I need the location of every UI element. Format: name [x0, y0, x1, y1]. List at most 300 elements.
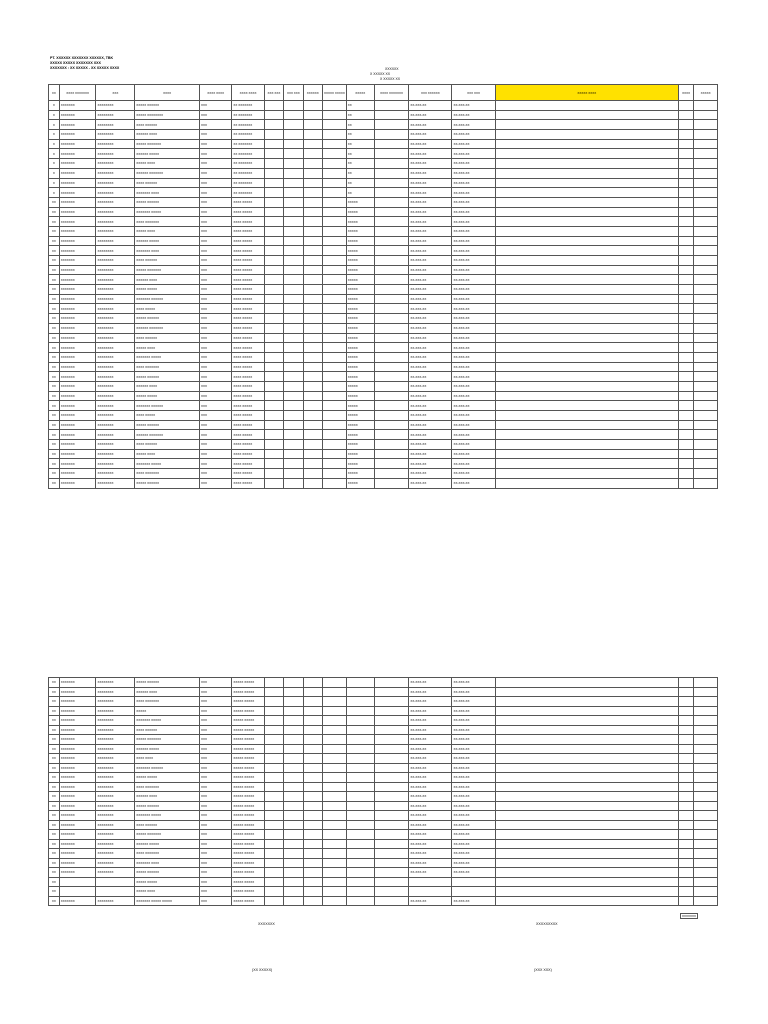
- row-code: XXX: [200, 459, 232, 469]
- row-city: XXXXXXX: [59, 197, 96, 207]
- row-col10: [323, 314, 347, 324]
- row-total: [679, 725, 694, 735]
- table-row: [49, 294, 718, 304]
- row-col12: [374, 401, 409, 411]
- row-col10: [323, 782, 347, 792]
- row-extra: [694, 459, 718, 469]
- row-total: [679, 178, 694, 188]
- row-col8: [284, 782, 303, 792]
- row-extra: [694, 887, 718, 897]
- row-extra: [694, 178, 718, 188]
- row-date-out: XX-XXX-XX: [452, 820, 495, 830]
- table-row: [49, 459, 718, 469]
- row-date-in: XX-XXX-XX: [409, 839, 452, 849]
- row-total: [679, 149, 694, 159]
- row-store: XX XXXXXXX: [232, 110, 264, 120]
- row-date-in: XX-XXX-XX: [409, 763, 452, 773]
- row-number: XX: [49, 811, 60, 821]
- row-name: XXXXX XXXXXXX: [135, 265, 200, 275]
- row-city: XXXXXXX: [59, 678, 96, 688]
- row-date-in: XX-XXX-XX: [409, 678, 452, 688]
- table-row: [49, 735, 718, 745]
- row-date-in: XX-XXX-XX: [409, 236, 452, 246]
- row-store: XXXXX XXXXX: [232, 811, 264, 821]
- row-col10: [323, 678, 347, 688]
- row-store: XXXX XXXXX: [232, 217, 264, 227]
- row-code: XXX: [200, 101, 232, 111]
- row-nik: XXXXXXXX: [96, 706, 135, 716]
- row-number: XX: [49, 469, 60, 479]
- row-col8: [284, 449, 303, 459]
- row-number: XX: [49, 314, 60, 324]
- row-number: XX: [49, 830, 60, 840]
- row-total: [679, 217, 694, 227]
- row-code: XXX: [200, 246, 232, 256]
- row-date-in: XX-XXX-XX: [409, 304, 452, 314]
- row-store: XXXX XXXXX: [232, 285, 264, 295]
- table-row: [49, 877, 718, 887]
- row-col10: [323, 217, 347, 227]
- row-date-in: [409, 877, 452, 887]
- row-col10: [323, 197, 347, 207]
- row-col11: [346, 725, 374, 735]
- row-col12: [374, 811, 409, 821]
- row-nik: XXXXXXXX: [96, 449, 135, 459]
- signature-left-name: (XX XXXXX): [252, 968, 273, 972]
- row-col7: [264, 478, 283, 488]
- row-store: XXXXX XXXXX: [232, 763, 264, 773]
- row-col9: [303, 294, 322, 304]
- table-row: [49, 420, 718, 430]
- row-col8: [284, 440, 303, 450]
- row-total: [679, 130, 694, 140]
- row-store: XX XXXXXXX: [232, 159, 264, 169]
- row-col8: [284, 697, 303, 707]
- row-nik: XXXXXXXX: [96, 110, 135, 120]
- table-row: [49, 343, 718, 353]
- row-extra: [694, 323, 718, 333]
- row-date-in: XX-XXX-XX: [409, 110, 452, 120]
- row-nik: XXXXXXXX: [96, 401, 135, 411]
- row-col11: [346, 801, 374, 811]
- row-city: XXXXXXX: [59, 236, 96, 246]
- row-dept: XXXXX: [346, 352, 374, 362]
- row-col7: [264, 896, 283, 906]
- row-number: XX: [49, 285, 60, 295]
- row-dept: XXXXX: [346, 362, 374, 372]
- row-col8: [284, 430, 303, 440]
- column-header: XXXX XXXXXXX: [374, 85, 409, 101]
- row-extra: [694, 792, 718, 802]
- row-extra: [694, 275, 718, 285]
- row-code: XXX: [200, 149, 232, 159]
- row-extra: [694, 333, 718, 343]
- row-col7: [264, 877, 283, 887]
- row-date-in: XX-XXX-XX: [409, 159, 452, 169]
- row-col7: [264, 265, 283, 275]
- row-total: [679, 343, 694, 353]
- row-col12: [374, 839, 409, 849]
- row-col10: [323, 401, 347, 411]
- row-col7: [264, 411, 283, 421]
- row-nik: XXXXXXXX: [96, 207, 135, 217]
- row-days: [495, 820, 678, 830]
- row-col7: [264, 130, 283, 140]
- row-total: [679, 811, 694, 821]
- column-header: XXXXX XXXXX: [323, 85, 347, 101]
- row-date-out: XX-XXX-XX: [452, 754, 495, 764]
- row-date-out: XX-XXX-XX: [452, 459, 495, 469]
- row-col7: [264, 849, 283, 859]
- row-col11: [346, 792, 374, 802]
- row-nik: [96, 877, 135, 887]
- row-code: XXX: [200, 130, 232, 140]
- row-date-in: XX-XXX-XX: [409, 792, 452, 802]
- row-total: [679, 896, 694, 906]
- row-col7: [264, 725, 283, 735]
- row-days: [495, 896, 678, 906]
- row-nik: XXXXXXXX: [96, 265, 135, 275]
- row-nik: XXXXXXXX: [96, 744, 135, 754]
- row-col7: [264, 333, 283, 343]
- row-total: [679, 197, 694, 207]
- table-row: [49, 687, 718, 697]
- row-col9: [303, 858, 322, 868]
- row-date-in: XX-XXX-XX: [409, 246, 452, 256]
- row-col8: [284, 773, 303, 783]
- column-header: XXXX XXXX: [200, 85, 232, 101]
- row-extra: [694, 706, 718, 716]
- row-date-out: XX-XXX-XX: [452, 811, 495, 821]
- row-col9: [303, 716, 322, 726]
- row-col12: [374, 139, 409, 149]
- row-col10: [323, 849, 347, 859]
- row-extra: [694, 188, 718, 198]
- row-col12: [374, 275, 409, 285]
- row-number: XX: [49, 352, 60, 362]
- row-col8: [284, 188, 303, 198]
- row-code: XXX: [200, 275, 232, 285]
- row-number: X: [49, 139, 60, 149]
- row-dept: XX: [346, 178, 374, 188]
- report-header: [50, 56, 119, 71]
- row-number: XX: [49, 820, 60, 830]
- row-dept: XXXXX: [346, 314, 374, 324]
- table-row: [49, 697, 718, 707]
- row-nik: XXXXXXXX: [96, 849, 135, 859]
- row-date-in: XX-XXX-XX: [409, 217, 452, 227]
- row-col9: [303, 706, 322, 716]
- row-date-out: XX-XXX-XX: [452, 168, 495, 178]
- row-col8: [284, 314, 303, 324]
- row-code: XXX: [200, 858, 232, 868]
- row-name: XXXXXXX XXXX: [135, 858, 200, 868]
- row-extra: [694, 725, 718, 735]
- row-dept: XX: [346, 168, 374, 178]
- table-row: [49, 149, 718, 159]
- row-date-in: XX-XXX-XX: [409, 275, 452, 285]
- row-extra: [694, 830, 718, 840]
- row-dept: XXXXX: [346, 265, 374, 275]
- row-col8: [284, 101, 303, 111]
- row-nik: XXXXXXXX: [96, 236, 135, 246]
- row-col8: [284, 236, 303, 246]
- row-date-in: XX-XXX-XX: [409, 188, 452, 198]
- row-extra: [694, 440, 718, 450]
- row-number: XX: [49, 343, 60, 353]
- row-date-out: XX-XXX-XX: [452, 226, 495, 236]
- table-row: [49, 868, 718, 878]
- row-code: XXX: [200, 735, 232, 745]
- row-col12: [374, 130, 409, 140]
- row-col11: [346, 706, 374, 716]
- row-days: [495, 725, 678, 735]
- row-col8: [284, 411, 303, 421]
- row-date-in: XX-XXX-XX: [409, 725, 452, 735]
- row-days: [495, 706, 678, 716]
- row-number: XX: [49, 420, 60, 430]
- row-total: [679, 246, 694, 256]
- row-city: XXXXXXX: [59, 110, 96, 120]
- row-code: XXX: [200, 792, 232, 802]
- row-store: XXXXX XXXXX: [232, 877, 264, 887]
- row-city: [59, 877, 96, 887]
- row-name: XXXXXX XXXX: [135, 687, 200, 697]
- row-date-out: XX-XXX-XX: [452, 725, 495, 735]
- row-city: XXXXXXX: [59, 168, 96, 178]
- table-row: [49, 430, 718, 440]
- row-number: XX: [49, 839, 60, 849]
- row-col9: [303, 110, 322, 120]
- row-col7: [264, 440, 283, 450]
- row-name: XXXXXX XXXXX: [135, 149, 200, 159]
- row-extra: [694, 304, 718, 314]
- row-name: XXXXX: [135, 706, 200, 716]
- row-col7: [264, 372, 283, 382]
- row-col9: [303, 159, 322, 169]
- row-extra: [694, 754, 718, 764]
- row-col12: [374, 735, 409, 745]
- row-nik: XXXXXXXX: [96, 687, 135, 697]
- row-dept: XX: [346, 149, 374, 159]
- row-city: XXXXXXX: [59, 314, 96, 324]
- row-date-out: [452, 877, 495, 887]
- row-store: XXXX XXXXX: [232, 391, 264, 401]
- row-col8: [284, 706, 303, 716]
- row-days: [495, 754, 678, 764]
- row-total: [679, 401, 694, 411]
- row-col10: [323, 120, 347, 130]
- row-date-out: XX-XXX-XX: [452, 868, 495, 878]
- row-col9: [303, 830, 322, 840]
- row-col12: [374, 381, 409, 391]
- row-nik: XXXXXXXX: [96, 333, 135, 343]
- table-row: [49, 120, 718, 130]
- row-col10: [323, 168, 347, 178]
- row-days: [495, 420, 678, 430]
- table-row: [49, 139, 718, 149]
- row-col11: [346, 735, 374, 745]
- row-col7: [264, 687, 283, 697]
- row-name: XXXXX XXXXXX: [135, 868, 200, 878]
- table-row: [49, 275, 718, 285]
- row-days: [495, 139, 678, 149]
- row-number: XX: [49, 207, 60, 217]
- row-col9: [303, 430, 322, 440]
- row-city: XXXXXXX: [59, 285, 96, 295]
- row-store: XXXXX XXXXX: [232, 792, 264, 802]
- row-nik: XXXXXXXX: [96, 469, 135, 479]
- row-col12: [374, 459, 409, 469]
- row-name: XXXXX XXXXXX: [135, 372, 200, 382]
- row-col9: [303, 130, 322, 140]
- row-col11: [346, 763, 374, 773]
- row-col8: [284, 159, 303, 169]
- row-col10: [323, 207, 347, 217]
- row-code: XXX: [200, 420, 232, 430]
- row-date-out: XX-XXX-XX: [452, 801, 495, 811]
- row-nik: XXXXXXXX: [96, 372, 135, 382]
- row-extra: [694, 236, 718, 246]
- table-row: [49, 130, 718, 140]
- row-date-out: XX-XXX-XX: [452, 285, 495, 295]
- row-col12: [374, 706, 409, 716]
- row-col12: [374, 430, 409, 440]
- table-row: [49, 372, 718, 382]
- row-city: XXXXXXX: [59, 188, 96, 198]
- row-col7: [264, 792, 283, 802]
- row-col10: [323, 275, 347, 285]
- row-nik: XXXXXXXX: [96, 275, 135, 285]
- row-name: XXXX XXXXXXX: [135, 362, 200, 372]
- row-days: [495, 323, 678, 333]
- row-city: XXXXXXX: [59, 449, 96, 459]
- row-code: XXX: [200, 896, 232, 906]
- row-city: XXXXXXX: [59, 782, 96, 792]
- row-code: XXX: [200, 207, 232, 217]
- row-col10: [323, 285, 347, 295]
- row-col12: [374, 120, 409, 130]
- row-date-in: XX-XXX-XX: [409, 868, 452, 878]
- row-dept: XXXXX: [346, 246, 374, 256]
- row-date-out: XX-XXX-XX: [452, 839, 495, 849]
- row-col8: [284, 469, 303, 479]
- row-nik: XXXXXXXX: [96, 246, 135, 256]
- row-extra: [694, 294, 718, 304]
- row-col10: [323, 716, 347, 726]
- row-col10: [323, 149, 347, 159]
- row-days: [495, 763, 678, 773]
- row-days: [495, 168, 678, 178]
- row-date-out: XX-XXX-XX: [452, 773, 495, 783]
- row-col9: [303, 323, 322, 333]
- row-name: XXXX XXXXXX: [135, 725, 200, 735]
- row-number: XX: [49, 449, 60, 459]
- row-date-out: XX-XXX-XX: [452, 352, 495, 362]
- row-code: XXX: [200, 697, 232, 707]
- row-days: [495, 811, 678, 821]
- row-number: XX: [49, 323, 60, 333]
- row-col9: [303, 459, 322, 469]
- row-date-in: XX-XXX-XX: [409, 411, 452, 421]
- row-date-in: XX-XXX-XX: [409, 849, 452, 859]
- table-row: [49, 887, 718, 897]
- row-date-in: XX-XXX-XX: [409, 830, 452, 840]
- row-store: XXXX XXXXX: [232, 256, 264, 266]
- column-header: XXX XXX: [284, 85, 303, 101]
- row-total: [679, 773, 694, 783]
- row-store: XXXXX XXXXX: [232, 687, 264, 697]
- row-dept: XX: [346, 101, 374, 111]
- row-code: XXX: [200, 839, 232, 849]
- row-date-in: XX-XXX-XX: [409, 372, 452, 382]
- row-date-in: XX-XXX-XX: [409, 449, 452, 459]
- row-col10: [323, 304, 347, 314]
- row-date-in: XX-XXX-XX: [409, 333, 452, 343]
- row-number: XX: [49, 411, 60, 421]
- row-code: XXX: [200, 887, 232, 897]
- row-total: [679, 207, 694, 217]
- row-col12: [374, 830, 409, 840]
- row-days: [495, 877, 678, 887]
- row-store: XXXX XXXXX: [232, 246, 264, 256]
- row-date-out: XX-XXX-XX: [452, 159, 495, 169]
- row-city: XXXXXXX: [59, 401, 96, 411]
- row-dept: XXXXX: [346, 343, 374, 353]
- row-total: [679, 801, 694, 811]
- row-nik: XXXXXXXX: [96, 839, 135, 849]
- row-col8: [284, 130, 303, 140]
- row-col8: [284, 197, 303, 207]
- row-col9: [303, 226, 322, 236]
- row-days: [495, 246, 678, 256]
- row-date-in: XX-XXX-XX: [409, 440, 452, 450]
- row-col9: [303, 149, 322, 159]
- row-dept: XXXXX: [346, 459, 374, 469]
- table-row: [49, 256, 718, 266]
- row-nik: XXXXXXXX: [96, 440, 135, 450]
- row-extra: [694, 265, 718, 275]
- row-col12: [374, 362, 409, 372]
- row-name: XXXX XXXXXX: [135, 256, 200, 266]
- row-city: XXXXXXX: [59, 149, 96, 159]
- row-days: [495, 839, 678, 849]
- row-number: XX: [49, 792, 60, 802]
- row-col7: [264, 294, 283, 304]
- row-days: [495, 744, 678, 754]
- row-code: XXX: [200, 706, 232, 716]
- row-date-out: XX-XXX-XX: [452, 101, 495, 111]
- table-row: [49, 744, 718, 754]
- row-col8: [284, 678, 303, 688]
- row-code: XXX: [200, 304, 232, 314]
- row-total: [679, 391, 694, 401]
- row-days: [495, 149, 678, 159]
- row-name: XXXXX XXXXXX: [135, 801, 200, 811]
- row-number: XX: [49, 294, 60, 304]
- row-col12: [374, 372, 409, 382]
- row-dept: XX: [346, 120, 374, 130]
- table-row: [49, 362, 718, 372]
- table-header-row: [49, 85, 718, 101]
- row-number: XX: [49, 226, 60, 236]
- row-date-out: XX-XXX-XX: [452, 236, 495, 246]
- row-date-in: XX-XXX-XX: [409, 716, 452, 726]
- row-col8: [284, 226, 303, 236]
- row-extra: [694, 868, 718, 878]
- row-col8: [284, 294, 303, 304]
- row-col7: [264, 275, 283, 285]
